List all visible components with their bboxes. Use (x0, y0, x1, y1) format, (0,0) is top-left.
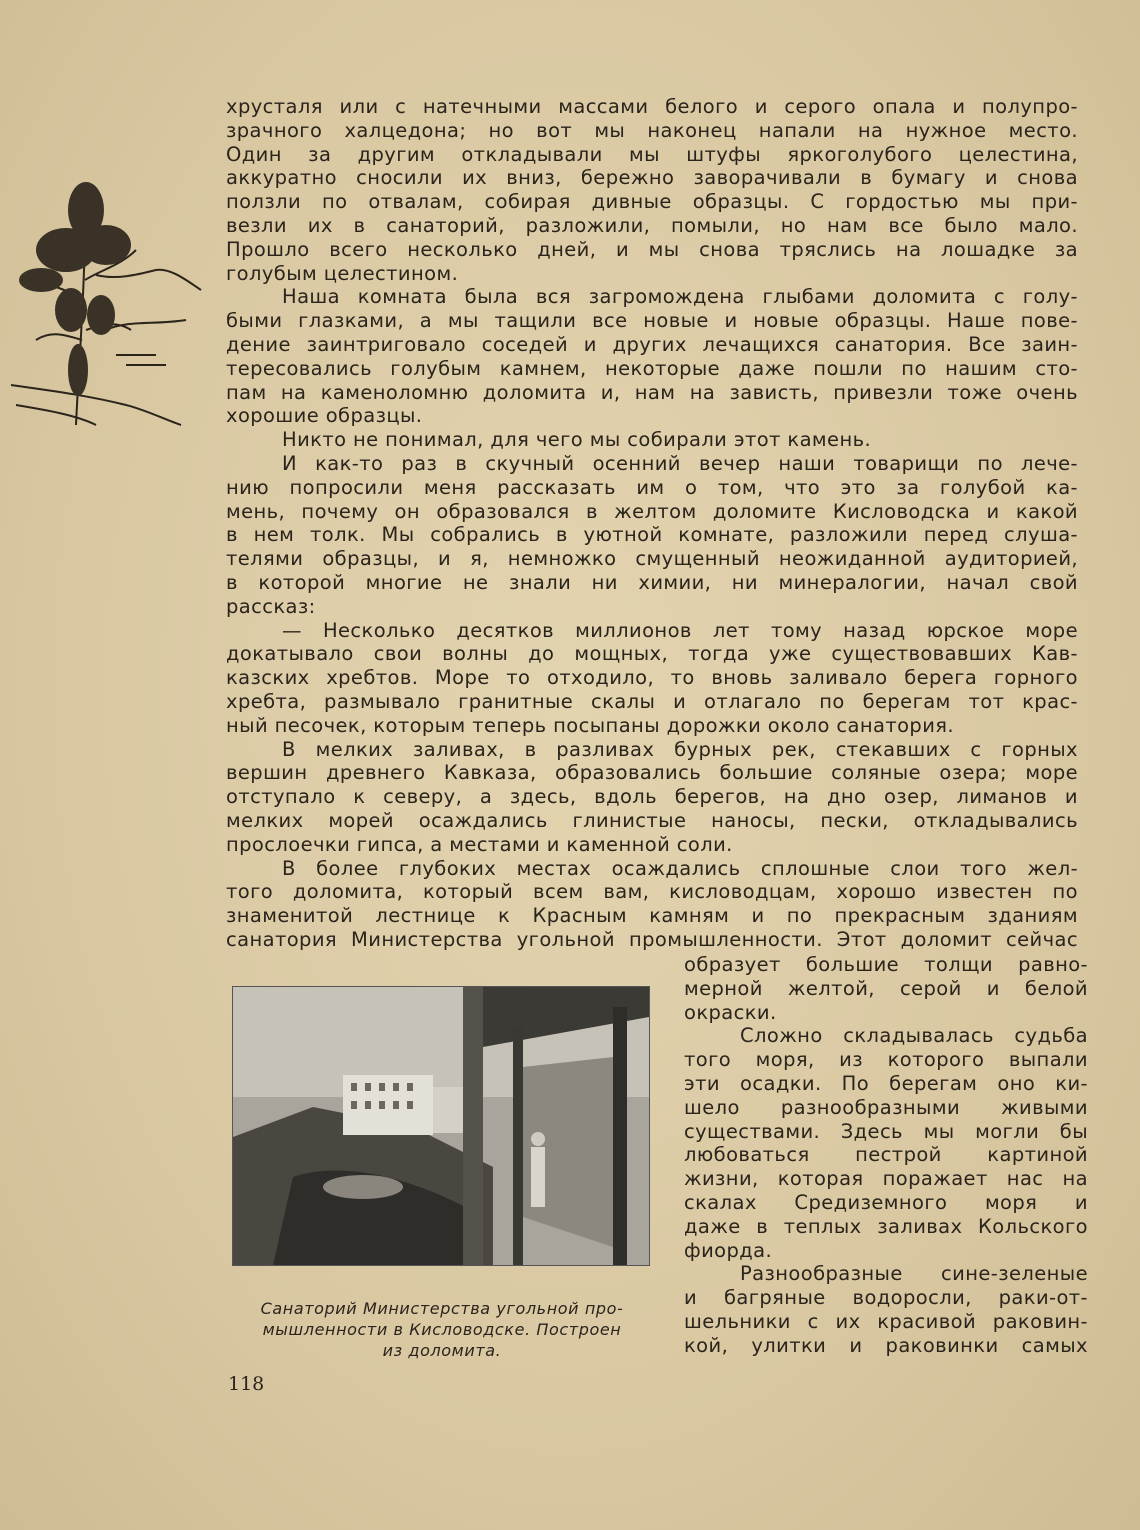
text-line: того доломита, который всем вам, кисловодцам, хорошо известен по (226, 880, 1078, 904)
text-line: существами. Здесь мы могли бы (684, 1119, 1088, 1143)
text-line: скалах Средиземного моря и (684, 1190, 1088, 1214)
text-line: Наша комната была вся загромождена глыбами доломита с голу- (282, 285, 1078, 309)
text-line: шельники с их красивой раковин- (684, 1309, 1088, 1333)
text-line: прослоечки гипса, а местами и каменной соли. (226, 832, 733, 856)
text-line: Сложно складывалась судьба (740, 1024, 1088, 1048)
text-line: и багряные водоросли, раки-от- (684, 1286, 1088, 1310)
side-column-text (684, 953, 1088, 1358)
caption-line: Санаторий Министерства угольной про- (260, 1299, 624, 1318)
text-line: ный песочек, которым теперь посыпаны дорожки около санатория. (226, 713, 955, 737)
text-line: аккуратно сносили их вниз, бережно заворачивали в бумагу и снова (226, 166, 1078, 190)
text-line: образует большие толщи равно- (684, 953, 1088, 976)
text-line: В мелких заливах, в разливах бурных рек, стекавших с горных (282, 737, 1078, 761)
text-line: хребта, размывало гранитные скалы и отлагало по берегам тот крас- (226, 689, 1078, 713)
text-line: зрачного халцедона; но вот мы наконец напали на нужное место. (226, 118, 1078, 142)
plant-illustration (6, 180, 206, 430)
caption-line: мышленности в Кисловодске. Построен (262, 1320, 622, 1339)
text-line: В более глубоких местах осаждались сплошные слои того жел- (282, 856, 1078, 880)
text-line: везли их в санаторий, разложили, помыли, но нам все было мало. (226, 213, 1078, 237)
text-line: быми глазками, а мы тащили все новые и новые образцы. Наше пове- (226, 309, 1078, 333)
photo-caption (228, 1298, 656, 1361)
text-line: мелких морей осаждались глинистые наносы, пески, откладывались (226, 808, 1078, 832)
text-line: отступало к северу, а здесь, вдоль берегов, на дно озер, лиманов и (226, 785, 1078, 809)
text-line: голубым целестином. (226, 261, 459, 285)
text-line: Прошло всего несколько дней, и мы снова тряслись на лошадке за (226, 237, 1078, 261)
text-line: Разнообразные сине-зеленые (740, 1262, 1088, 1286)
text-line: жизни, которая поражает нас на (684, 1167, 1088, 1191)
text-line: мерной желтой, серой и белой (684, 976, 1088, 1000)
main-text (226, 95, 1078, 952)
text-line: ползли по отвалам, собирая дивные образцы. С гордостью мы при- (226, 190, 1078, 214)
text-line: И как-то раз в скучный осенний вечер наши товарищи по лече- (282, 451, 1078, 475)
text-line: санатория Министерства угольной промышленности. Этот доломит сейчас (226, 927, 1078, 951)
text-line: дение заинтриговало соседей и других лечащихся санатория. Все заин- (226, 332, 1078, 356)
text-line: кой, улитки и раковинки самых (684, 1333, 1088, 1357)
sanatorium-photo (232, 986, 650, 1266)
text-line: в которой многие не знали ни химии, ни минералогии, начал свой (226, 570, 1078, 594)
text-line: казских хребтов. Море то отходило, то вновь заливало берега горного (226, 666, 1078, 690)
photo-illustration (233, 987, 649, 1265)
text-line: телями образцы, и я, немножко смущенный неожиданной аудиторией, (226, 547, 1078, 571)
text-line: любоваться пестрой картиной (684, 1143, 1088, 1167)
text-line: того моря, из которого выпали (684, 1048, 1088, 1072)
text-line: Никто не понимал, для чего мы собирали этот камень. (282, 428, 872, 452)
text-line: рассказ: (226, 594, 316, 618)
page-number: 118 (228, 1373, 265, 1395)
text-line: окраски. (684, 1000, 777, 1024)
text-line: шело разнообразными живыми (684, 1095, 1088, 1119)
text-line: докатывало свои волны до мощных, тогда уже существовавших Кав- (226, 642, 1078, 666)
text-line: знаменитой лестнице к Красным камням и по прекрасным зданиям (226, 904, 1078, 928)
text-line: хорошие образцы. (226, 404, 423, 428)
caption-line: из доломита. (382, 1341, 502, 1360)
text-line: даже в теплых заливах Кольского (684, 1214, 1088, 1238)
text-line: эти осадки. По берегам оно ки- (684, 1071, 1088, 1095)
text-line: Один за другим откладывали мы штуфы яркоголубого целестина, (226, 142, 1078, 166)
text-line: мень, почему он образовался в желтом доломите Кисловодска и какой (226, 499, 1078, 523)
text-line: нию попросили меня рассказать им о том, что это за голубой ка- (226, 475, 1078, 499)
text-line: тересовались голубым камнем, некоторые даже пошли по нашим сто- (226, 356, 1078, 380)
text-line: хрусталя или с натечными массами белого и серого опала и полупро- (226, 95, 1078, 118)
text-line: фиорда. (684, 1238, 773, 1262)
text-line: в нем толк. Мы собрались в уютной комнате, разложили перед слуша- (226, 523, 1078, 547)
text-line: — Несколько десятков миллионов лет тому назад юрское море (282, 618, 1078, 642)
text-line: пам на каменоломню доломита и, нам на зависть, привезли тоже очень (226, 380, 1078, 404)
text-line: вершин древнего Кавказа, образовались большие соляные озера; море (226, 761, 1078, 785)
